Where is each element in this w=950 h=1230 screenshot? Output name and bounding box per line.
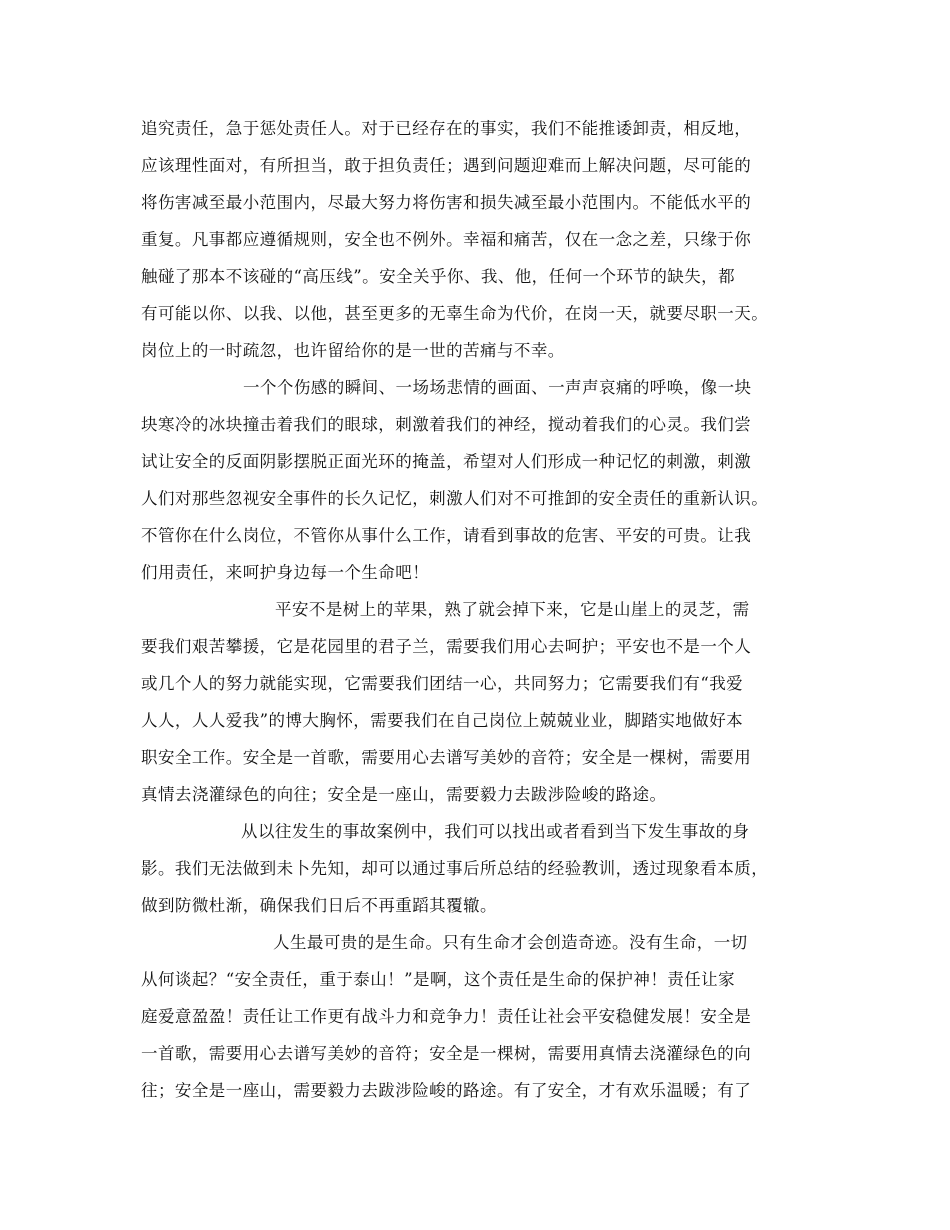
paragraph-4-line-1: 从以往发生的事故案例中，我们可以找出或者看到当下发生事故的身 <box>241 822 750 841</box>
paragraph-2-line-4: 人们对那些忽视安全事件的长久记忆，刺激人们对不可推卸的安全责任的重新认识。 <box>141 489 769 508</box>
paragraph-3-line-5: 职安全工作。安全是一首歌，需要用心去谱写美妙的音符；安全是一棵树，需要用 <box>141 748 752 767</box>
paragraph-1-line-6: 有可能以你、以我、以他，甚至更多的无辜生命为代价，在岗一天，就要尽职一天。 <box>141 304 769 323</box>
paragraph-1-line-7: 岗位上的一时疏忽，也许留给你的是一世的苦痛与不幸。 <box>141 341 565 360</box>
paragraph-2-line-3: 试让安全的反面阴影摆脱正面光环的掩盖，希望对人们形成一种记忆的刺激，刺激 <box>141 452 752 471</box>
paragraph-2-line-6: 们用责任，来呵护身边每一个生命吧！ <box>141 563 430 582</box>
paragraph-5-line-2: 从何谈起？“安全责任，重于泰山！”是啊，这个责任是生命的保护神！责任让家 <box>141 970 736 989</box>
paragraph-1-line-4: 重复。凡事都应遵循规则，安全也不例外。幸福和痛苦，仅在一念之差，只缘于你 <box>141 230 752 249</box>
paragraph-2-line-5: 不管你在什么岗位，不管你从事什么工作，请看到事故的危害、平安的可贵。让我 <box>141 526 752 545</box>
paragraph-5-line-3: 庭爱意盈盈！责任让工作更有战斗力和竞争力！责任让社会平安稳健发展！安全是 <box>141 1007 752 1026</box>
paragraph-5-line-1: 人生最可贵的是生命。只有生命才会创造奇迹。没有生命，一切 <box>273 933 748 952</box>
paragraph-1-line-2: 应该理性面对，有所担当，敢于担负责任；遇到问题迎难而上解决问题，尽可能的 <box>141 156 752 175</box>
paragraph-5-line-5: 往；安全是一座山，需要毅力去跋涉险峻的路途。有了安全，才有欢乐温暖；有了 <box>141 1081 752 1100</box>
paragraph-3-line-1: 平安不是树上的苹果，熟了就会掉下来，它是山崖上的灵芝，需 <box>275 600 750 619</box>
paragraph-3-line-4: 人人，人人爱我”的博大胸怀，需要我们在自己岗位上兢兢业业，脚踏实地做好本 <box>141 711 744 730</box>
paragraph-1-line-3: 将伤害减至最小范围内，尽最大努力将伤害和损失减至最小范围内。不能低水平的 <box>141 193 752 212</box>
paragraph-1-line-1: 追究责任，急于惩处责任人。对于已经存在的事实，我们不能推诿卸责，相反地， <box>141 119 752 138</box>
paragraph-2-line-1: 一个个伤感的瞬间、一场场悲情的画面、一声声哀痛的呼唤，像一块 <box>243 378 752 397</box>
paragraph-3-line-3: 或几个人的努力就能实现，它需要我们团结一心，共同努力；它需要我们有“我爱 <box>141 674 744 693</box>
paragraph-5-line-4: 一首歌，需要用心去谱写美妙的音符；安全是一棵树，需要用真情去浇灌绿色的向 <box>141 1044 752 1063</box>
paragraph-3-line-6: 真情去浇灌绿色的向往；安全是一座山，需要毅力去跋涉险峻的路途。 <box>141 785 667 804</box>
paragraph-1-line-5: 触碰了那本不该碰的“高压线”。安全关乎你、我、他，任何一个环节的缺失，都 <box>141 267 736 286</box>
paragraph-3-line-2: 要我们艰苦攀援，它是花园里的君子兰，需要我们用心去呵护；平安也不是一个人 <box>141 637 752 656</box>
paragraph-2-line-2: 块寒冷的冰块撞击着我们的眼球，刺激着我们的神经，搅动着我们的心灵。我们尝 <box>141 415 752 434</box>
paragraph-4-line-3: 做到防微杜渐，确保我们日后不再重蹈其覆辙。 <box>141 896 497 915</box>
paragraph-4-line-2: 影。我们无法做到未卜先知，却可以通过事后所总结的经验教训，透过现象看本质， <box>141 859 769 878</box>
